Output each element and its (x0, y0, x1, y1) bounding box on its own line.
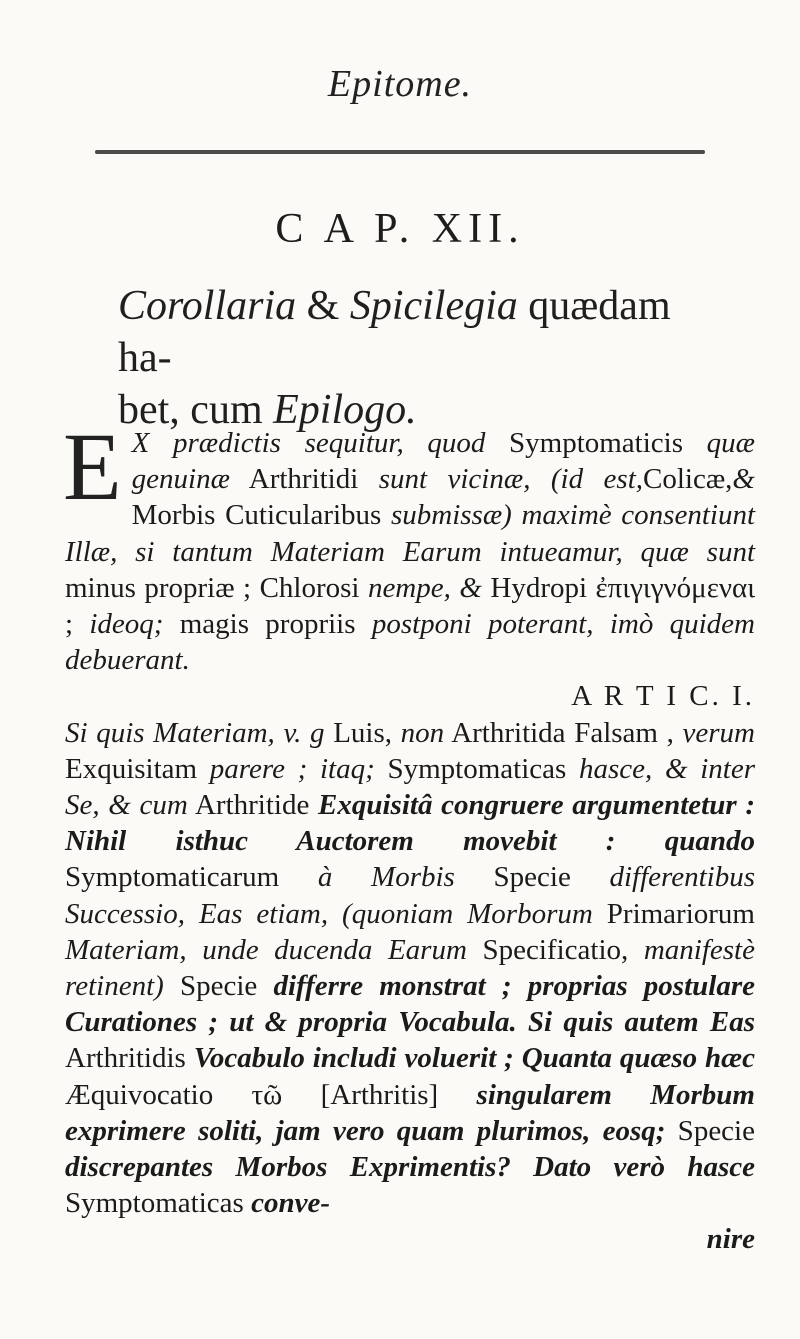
text-run: Arthritida Falsam , (444, 716, 683, 749)
text-run: singularem Morbum exprimere soliti, jam vero quam plurimos, eosq; (65, 1078, 755, 1147)
paragraph-1 (63, 413, 755, 678)
text-run: Symptomaticis (485, 427, 707, 459)
text-run: minus propriæ ; Chlorosi (65, 571, 368, 604)
text-run: Specie (665, 1114, 755, 1147)
text-run: maximè consentiunt Illæ, si tantum Materiam Earum intueamur, quæ sunt (65, 499, 755, 568)
text-run: Exquisitam (65, 752, 210, 785)
catchword: nire (706, 1223, 755, 1256)
text-run: Specie (163, 970, 274, 1003)
text-run: Symptomaticas (374, 752, 579, 785)
drop-cap: E (63, 413, 122, 520)
text-run: ideoq; (89, 608, 164, 641)
chapter-heading: C A P. XII. (275, 206, 525, 252)
text-run: hasce, & inter Se, & cum (65, 752, 755, 822)
body-text (63, 413, 755, 1258)
text-run: Luis, (324, 716, 401, 749)
text-run: nempe, & (367, 571, 482, 604)
chapter-subtitle (118, 280, 718, 436)
subtitle-text-2: bet, cum (118, 387, 274, 433)
subtitle-epilogo: Epilogo. (273, 387, 417, 433)
text-run: conve- (251, 1187, 330, 1220)
subtitle-spicilegia: Spicilegia (349, 283, 518, 329)
text-run: submissæ) (390, 499, 512, 532)
text-run: verum (682, 716, 755, 749)
text-run: non (400, 716, 445, 749)
text-run: postponi poterant, imò quidem debuerant. (65, 608, 755, 677)
text-run: Hydropi ἐπιγιγνόμεναι ; (65, 571, 755, 641)
subtitle-corollaria: Corollaria (118, 283, 297, 329)
text-run: X (131, 427, 174, 459)
text-run: prædictis sequitur, quod (173, 427, 486, 459)
text-run: Primariorum (592, 897, 755, 930)
text-run: Symptomaticarum (65, 861, 318, 894)
text-run: Arthritidi (229, 463, 379, 496)
text-run: Specificatio, (466, 933, 644, 966)
text-run: Arthritidis (65, 1042, 194, 1075)
text-run: & (732, 463, 755, 496)
text-run: differre monstrat ; proprias postulare Curationes ; ut & propria Vocabula. Si quis autem Eas (65, 970, 755, 1039)
text-run: differentibus Successio, Eas etiam, (quoniam Morborum (65, 861, 755, 930)
text-run: Si quis Materiam, v. g (65, 716, 325, 749)
text-run: Specie (454, 861, 610, 894)
subtitle-ampersand: & (296, 283, 350, 329)
text-run: magis propriis (163, 608, 372, 641)
text-run: Æquivocatio τῶ [Arthritis] (65, 1078, 477, 1111)
text-run: Materiam, unde ducenda Earum (65, 933, 467, 966)
text-run: à Morbis (317, 861, 455, 894)
paragraph-2 (65, 715, 755, 1222)
text-run: discrepantes Morbos Exprimentis? Dato verò hasce (65, 1151, 755, 1184)
header-rule (95, 150, 705, 154)
text-run: Colicæ, (643, 463, 733, 496)
text-run: quæ genuinæ (131, 427, 755, 496)
subtitle-text-1: quædam ha- (118, 283, 671, 381)
running-head: Epitome. (327, 63, 473, 105)
article-heading: A R T I C. I. (571, 680, 755, 713)
text-run: Arthritide (187, 789, 319, 822)
text-run: Vocabulo includi voluerit ; Quanta quæso hæc (193, 1042, 755, 1075)
text-run: Exquisitâ congruere argumentetur : Nihil isthuc Auctorem movebit : quando (65, 789, 755, 858)
text-run: Morbis Cuticularibus (131, 499, 391, 532)
text-run: parere ; itaq; (209, 752, 375, 785)
text-run: Symptomaticas (65, 1187, 252, 1220)
text-run: sunt vicinæ, (id est, (378, 463, 643, 496)
text-run: manifestè retinent) (65, 933, 755, 1003)
